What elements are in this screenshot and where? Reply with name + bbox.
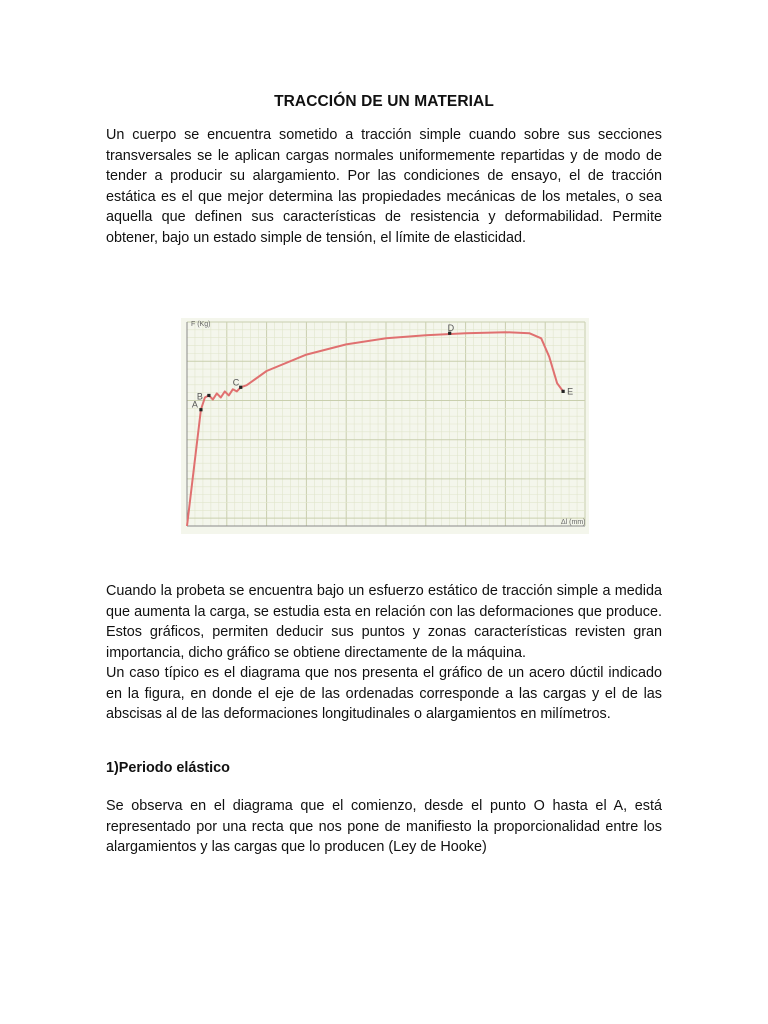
tensile-chart xyxy=(181,318,589,534)
page-title: TRACCIÓN DE UN MATERIAL xyxy=(274,93,494,110)
point-label-b: B xyxy=(196,391,203,402)
point-label-d: D xyxy=(447,323,455,334)
diagrama-paragraph: Un caso típico es el diagrama que nos presenta el gráfico de un acero dúctil indicado en la figura, en donde el eje de las ordenadas corresponde a las cargas y el de las abscisas al de las deformaciones longitudinales o alargamientos en milímetros. xyxy=(106,665,662,722)
chart-svg xyxy=(181,318,589,534)
point-marker-e xyxy=(562,390,565,393)
y-axis-label: F (Kg) xyxy=(191,321,211,328)
section-heading: 1)Periodo elástico xyxy=(106,760,230,776)
point-label-e: E xyxy=(567,386,574,397)
point-marker-b xyxy=(207,394,210,397)
intro-paragraph: Un cuerpo se encuentra sometido a tracción simple cuando sobre sus secciones transversales se le aplican cargas normales uniformemente repartidas y de modo de tender a producir su alargamiento. Por las condiciones de ensayo, el de tracción estática es el que mejor determina las propiedades mecánicas de los metales, o sea aquella que definen sus características de resistencia y deformabilidad. Permite obtener, bajo un estado simple de tensión, el límite de elasticidad. xyxy=(106,127,662,246)
point-marker-a xyxy=(199,408,202,411)
point-label-c: C xyxy=(232,377,240,388)
point-label-a: A xyxy=(191,399,198,410)
x-axis-label: Δl (mm) xyxy=(561,519,586,526)
point-marker-c xyxy=(239,386,242,389)
probeta-paragraph: Cuando la probeta se encuentra bajo un esfuerzo estático de tracción simple a medida que aumenta la carga, se estudia esta en relación con las deformaciones que produce. Estos gráficos, permiten deducir sus puntos y zonas características revisten gran importancia, dicho gráfico se obtiene directamente de la máquina. xyxy=(106,583,662,661)
chart-background xyxy=(181,318,589,534)
elastic-period-paragraph: Se observa en el diagrama que el comienzo, desde el punto O hasta el A, está representado por una recta que nos pone de manifiesto la proporcionalidad entre los alargamientos y las cargas que lo producen (Ley de Hooke) xyxy=(106,798,662,855)
